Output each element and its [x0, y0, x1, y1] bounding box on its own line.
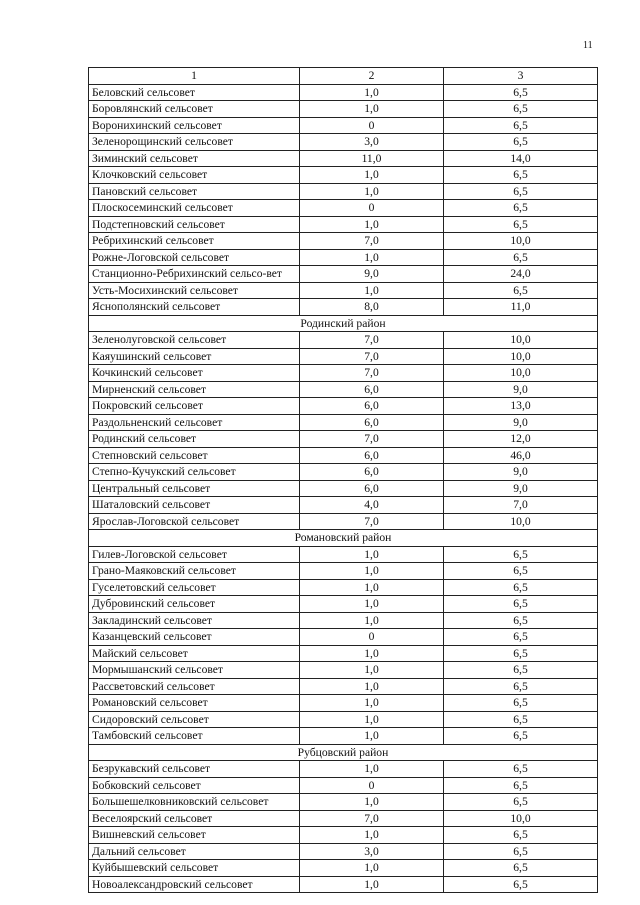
table-row: [89, 134, 598, 151]
value-col-3: 6,5: [444, 612, 598, 629]
value-col-3: 6,5: [444, 563, 598, 580]
settlement-name: Куйбышевский сельсовет: [89, 860, 300, 877]
settlement-name: Зиминский сельсовет: [89, 150, 300, 167]
settlement-name: Казанцевский сельсовет: [89, 629, 300, 646]
settlement-name: Рассветовский сельсовет: [89, 678, 300, 695]
settlement-name: Кочкинский сельсовет: [89, 365, 300, 382]
value-col-2: 1,0: [300, 282, 444, 299]
value-col-2: 1,0: [300, 678, 444, 695]
value-col-2: 1,0: [300, 761, 444, 778]
value-col-3: 6,5: [444, 546, 598, 563]
value-col-2: 1,0: [300, 827, 444, 844]
settlement-name: Ребрихинский сельсовет: [89, 233, 300, 250]
settlement-name: Плоскосеминский сельсовет: [89, 200, 300, 217]
value-col-2: 1,0: [300, 860, 444, 877]
value-col-3: 6,5: [444, 860, 598, 877]
table-row: [89, 513, 598, 530]
settlement-name: Зеленолуговской сельсовет: [89, 332, 300, 349]
table-row: [89, 249, 598, 266]
section-row: [89, 744, 598, 761]
section-title: Романовский район: [89, 530, 598, 547]
value-col-2: 1,0: [300, 596, 444, 613]
settlement-name: Подстепновский сельсовет: [89, 216, 300, 233]
value-col-3: 6,5: [444, 761, 598, 778]
table-row: [89, 167, 598, 184]
table-row: [89, 629, 598, 646]
table-row: [89, 398, 598, 415]
value-col-2: 7,0: [300, 233, 444, 250]
value-col-3: 6,5: [444, 843, 598, 860]
value-col-2: 1,0: [300, 101, 444, 118]
value-col-2: 7,0: [300, 332, 444, 349]
value-col-2: 1,0: [300, 579, 444, 596]
value-col-2: 3,0: [300, 843, 444, 860]
section-row: [89, 530, 598, 547]
table-row: [89, 497, 598, 514]
value-col-2: 7,0: [300, 365, 444, 382]
value-col-2: 11,0: [300, 150, 444, 167]
table-body: [89, 68, 598, 893]
table-row: [89, 480, 598, 497]
value-col-3: 46,0: [444, 447, 598, 464]
value-col-2: 1,0: [300, 662, 444, 679]
value-col-2: 1,0: [300, 249, 444, 266]
value-col-3: 9,0: [444, 464, 598, 481]
settlement-name: Тамбовский сельсовет: [89, 728, 300, 745]
settlement-name: Центральный сельсовет: [89, 480, 300, 497]
value-col-2: 1,0: [300, 563, 444, 580]
value-col-2: 1,0: [300, 695, 444, 712]
value-col-3: 6,5: [444, 794, 598, 811]
settlement-name: Бобковский сельсовет: [89, 777, 300, 794]
table-row: [89, 876, 598, 893]
value-col-3: 9,0: [444, 480, 598, 497]
value-col-2: 6,0: [300, 398, 444, 415]
header-col-3: 3: [444, 68, 598, 85]
table-row: [89, 332, 598, 349]
settlement-name: Усть-Мосихинский сельсовет: [89, 282, 300, 299]
settlement-name: Рожне-Логовской сельсовет: [89, 249, 300, 266]
value-col-2: 1,0: [300, 546, 444, 563]
table-row: [89, 431, 598, 448]
value-col-3: 6,5: [444, 117, 598, 134]
table-row: [89, 695, 598, 712]
value-col-3: 6,5: [444, 249, 598, 266]
value-col-2: 1,0: [300, 183, 444, 200]
section-title: Рубцовский район: [89, 744, 598, 761]
value-col-2: 0: [300, 629, 444, 646]
value-col-2: 6,0: [300, 381, 444, 398]
value-col-3: 6,5: [444, 134, 598, 151]
value-col-3: 6,5: [444, 200, 598, 217]
table-row: [89, 546, 598, 563]
settlement-name: Покровский сельсовет: [89, 398, 300, 415]
value-col-2: 6,0: [300, 480, 444, 497]
value-col-3: 6,5: [444, 84, 598, 101]
value-col-3: 10,0: [444, 348, 598, 365]
value-col-2: 1,0: [300, 711, 444, 728]
value-col-3: 6,5: [444, 216, 598, 233]
table-row: [89, 612, 598, 629]
settlement-name: Степновский сельсовет: [89, 447, 300, 464]
value-col-2: 7,0: [300, 513, 444, 530]
value-col-2: 1,0: [300, 794, 444, 811]
value-col-2: 4,0: [300, 497, 444, 514]
value-col-2: 6,0: [300, 447, 444, 464]
settlement-name: Романовский сельсовет: [89, 695, 300, 712]
settlement-name: Гуселетовский сельсовет: [89, 579, 300, 596]
table-row: [89, 183, 598, 200]
value-col-3: 10,0: [444, 365, 598, 382]
value-col-2: 9,0: [300, 266, 444, 283]
value-col-3: 6,5: [444, 596, 598, 613]
value-col-2: 7,0: [300, 348, 444, 365]
value-col-3: 12,0: [444, 431, 598, 448]
settlement-name: Шаталовский сельсовет: [89, 497, 300, 514]
table-row: [89, 282, 598, 299]
value-col-2: 1,0: [300, 876, 444, 893]
value-col-2: 1,0: [300, 167, 444, 184]
table-row: [89, 794, 598, 811]
settlement-name: Безрукавский сельсовет: [89, 761, 300, 778]
settlement-name: Веселоярский сельсовет: [89, 810, 300, 827]
value-col-3: 6,5: [444, 282, 598, 299]
settlement-name: Зеленорощинский сельсовет: [89, 134, 300, 151]
value-col-3: 14,0: [444, 150, 598, 167]
table-row: [89, 216, 598, 233]
value-col-2: 6,0: [300, 464, 444, 481]
value-col-3: 10,0: [444, 233, 598, 250]
table-row: [89, 843, 598, 860]
table-row: [89, 266, 598, 283]
value-col-3: 7,0: [444, 497, 598, 514]
value-col-3: 9,0: [444, 414, 598, 431]
table-row: [89, 761, 598, 778]
value-col-2: 7,0: [300, 810, 444, 827]
value-col-3: 6,5: [444, 876, 598, 893]
table-row: [89, 579, 598, 596]
table-row: [89, 678, 598, 695]
table-row: [89, 84, 598, 101]
settlement-name: Сидоровский сельсовет: [89, 711, 300, 728]
section-row: [89, 315, 598, 332]
value-col-2: 0: [300, 117, 444, 134]
value-col-2: 3,0: [300, 134, 444, 151]
settlement-name: Мормышанский сельсовет: [89, 662, 300, 679]
table-row: [89, 711, 598, 728]
value-col-2: 1,0: [300, 84, 444, 101]
table-row: [89, 596, 598, 613]
value-col-3: 6,5: [444, 579, 598, 596]
table-row: [89, 447, 598, 464]
value-col-3: 24,0: [444, 266, 598, 283]
table-row: [89, 827, 598, 844]
value-col-3: 6,5: [444, 662, 598, 679]
table-row: [89, 728, 598, 745]
settlement-name: Раздольненский сельсовет: [89, 414, 300, 431]
value-col-3: 6,5: [444, 183, 598, 200]
settlement-name: Беловский сельсовет: [89, 84, 300, 101]
table-row: [89, 464, 598, 481]
value-col-2: 7,0: [300, 431, 444, 448]
table-row: [89, 662, 598, 679]
settlement-name: Гилев-Логовской сельсовет: [89, 546, 300, 563]
section-title: Родинский район: [89, 315, 598, 332]
value-col-3: 6,5: [444, 629, 598, 646]
value-col-3: 9,0: [444, 381, 598, 398]
settlement-name: Пановский сельсовет: [89, 183, 300, 200]
table-row: [89, 365, 598, 382]
value-col-3: 6,5: [444, 711, 598, 728]
value-col-3: 10,0: [444, 810, 598, 827]
value-col-2: 0: [300, 200, 444, 217]
value-col-2: 6,0: [300, 414, 444, 431]
settlement-name: Вишневский сельсовет: [89, 827, 300, 844]
table-row: [89, 777, 598, 794]
settlement-name: Грано-Маяковский сельсовет: [89, 563, 300, 580]
value-col-3: 13,0: [444, 398, 598, 415]
settlement-name: Мирненский сельсовет: [89, 381, 300, 398]
table-row: [89, 101, 598, 118]
value-col-2: 1,0: [300, 645, 444, 662]
settlement-name: Ярослав-Логовской сельсовет: [89, 513, 300, 530]
table-row: [89, 563, 598, 580]
settlement-name: Дубровинский сельсовет: [89, 596, 300, 613]
value-col-3: 6,5: [444, 827, 598, 844]
settlement-name: Яснополянский сельсовет: [89, 299, 300, 316]
settlement-name: Боровлянский сельсовет: [89, 101, 300, 118]
settlement-name: Закладинский сельсовет: [89, 612, 300, 629]
table-row: [89, 414, 598, 431]
value-col-2: 1,0: [300, 612, 444, 629]
header-col-1: 1: [89, 68, 300, 85]
table-row: [89, 860, 598, 877]
table-row: [89, 645, 598, 662]
table-row: [89, 381, 598, 398]
settlement-name: Каяушинский сельсовет: [89, 348, 300, 365]
table-row: [89, 200, 598, 217]
table-row: [89, 348, 598, 365]
value-col-2: 8,0: [300, 299, 444, 316]
value-col-3: 6,5: [444, 167, 598, 184]
settlement-name: Новоалександровский сельсовет: [89, 876, 300, 893]
settlement-name: Степно-Кучукский сельсовет: [89, 464, 300, 481]
value-col-2: 1,0: [300, 216, 444, 233]
value-col-3: 6,5: [444, 695, 598, 712]
value-col-3: 6,5: [444, 728, 598, 745]
value-col-3: 6,5: [444, 678, 598, 695]
header-col-2: 2: [300, 68, 444, 85]
header-row: [89, 68, 598, 85]
table-row: [89, 117, 598, 134]
table-row: [89, 299, 598, 316]
settlement-name: Родинский сельсовет: [89, 431, 300, 448]
value-col-2: 0: [300, 777, 444, 794]
value-col-2: 1,0: [300, 728, 444, 745]
settlement-name: Большешелковниковский сельсовет: [89, 794, 300, 811]
table-row: [89, 810, 598, 827]
data-table: [88, 67, 598, 893]
table-row: [89, 150, 598, 167]
settlement-name: Воронихинский сельсовет: [89, 117, 300, 134]
settlement-name: Клочковский сельсовет: [89, 167, 300, 184]
value-col-3: 10,0: [444, 513, 598, 530]
value-col-3: 6,5: [444, 101, 598, 118]
value-col-3: 6,5: [444, 777, 598, 794]
table-row: [89, 233, 598, 250]
settlement-name: Дальний сельсовет: [89, 843, 300, 860]
settlement-name: Майский сельсовет: [89, 645, 300, 662]
value-col-3: 6,5: [444, 645, 598, 662]
value-col-3: 11,0: [444, 299, 598, 316]
page-number: 11: [583, 40, 593, 51]
settlement-name: Станционно-Ребрихинский сельсо-вет: [89, 266, 300, 283]
value-col-3: 10,0: [444, 332, 598, 349]
